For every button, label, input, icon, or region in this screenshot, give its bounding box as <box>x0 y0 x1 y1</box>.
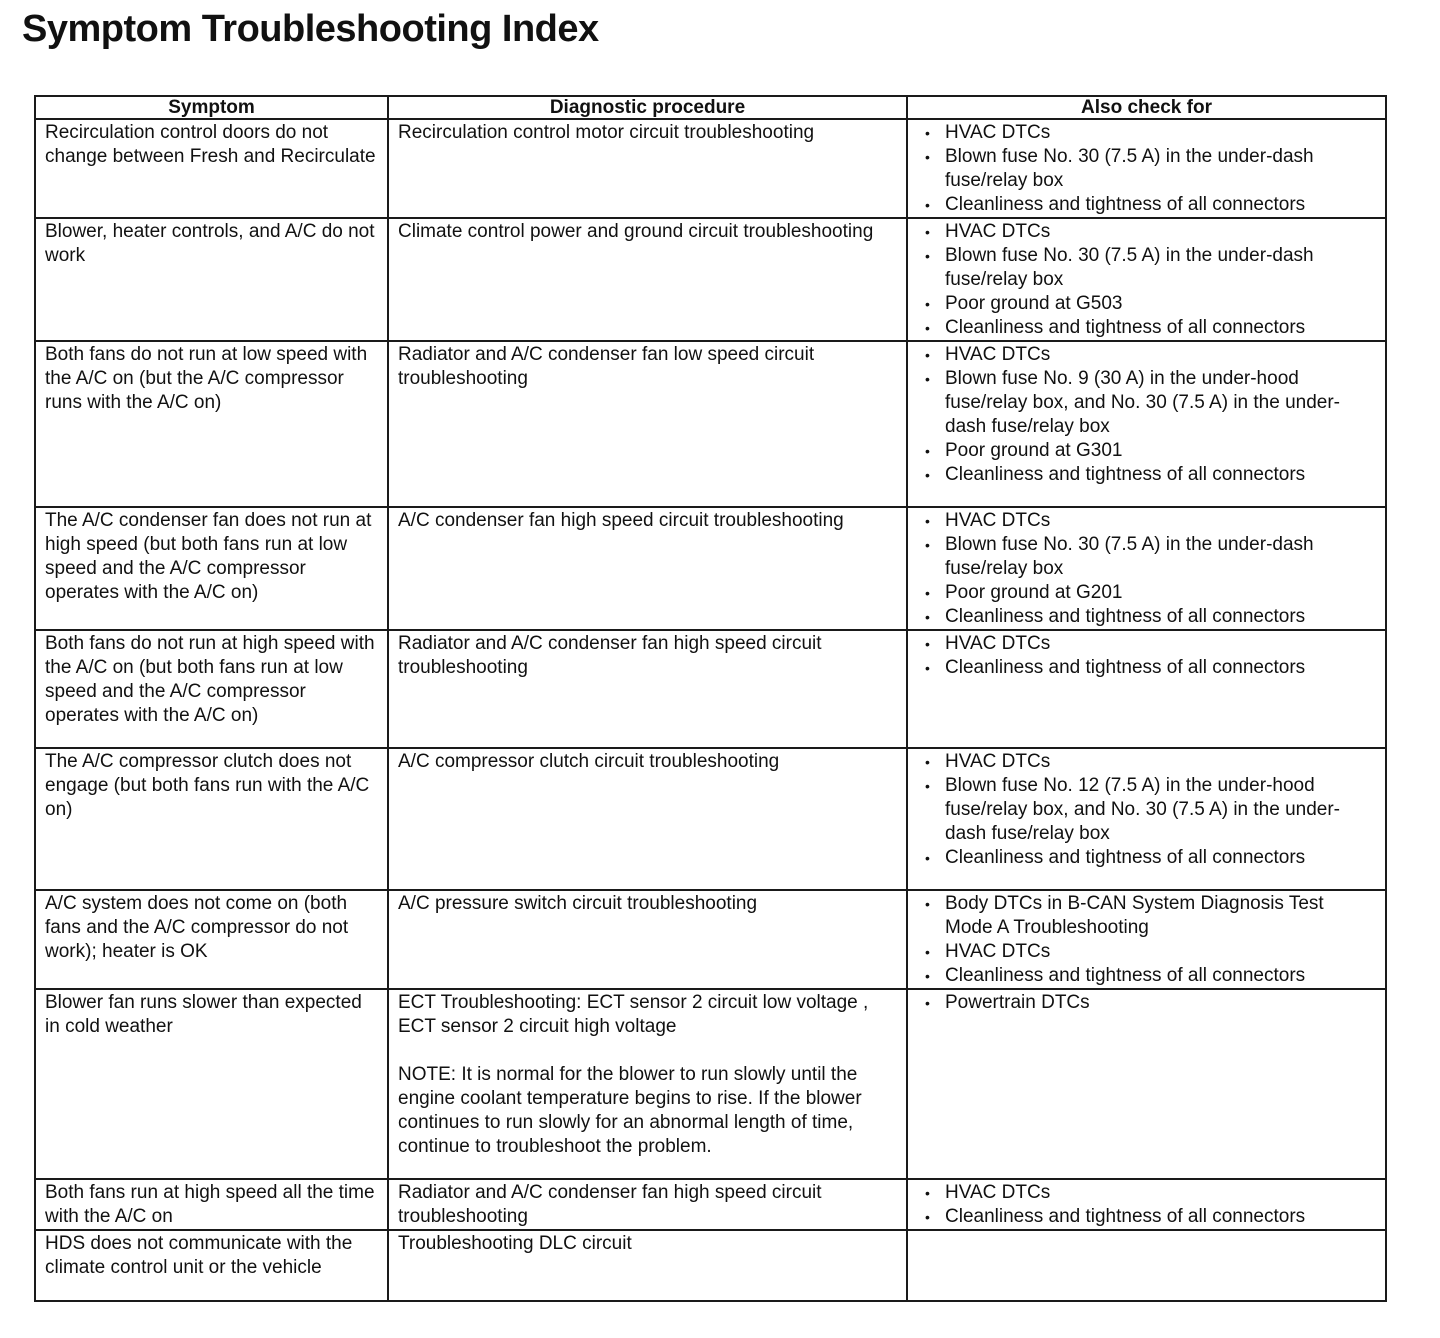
check-list <box>917 509 1376 629</box>
table-row <box>35 748 1386 890</box>
symptom-cell: A/C system does not come on (both fans and the A/C compressor do not work); heater is OK <box>35 890 388 989</box>
also-check-cell <box>907 341 1386 507</box>
also-check-cell <box>907 1179 1386 1230</box>
check-list-item: • Cleanliness and tightness of all connectors <box>937 193 1376 217</box>
check-list-item: • Cleanliness and tightness of all connectors <box>937 964 1376 988</box>
check-list-item: • HVAC DTCs <box>937 940 1376 964</box>
check-list <box>917 750 1376 870</box>
header-also-check-for: Also check for <box>907 96 1386 119</box>
table-row <box>35 989 1386 1179</box>
symptom-cell: The A/C condenser fan does not run at high speed (but both fans run at low speed and the A/C compressor operates with the A/C on) <box>35 507 388 630</box>
also-check-cell <box>907 630 1386 748</box>
symptom-cell: Both fans run at high speed all the time with the A/C on <box>35 1179 388 1230</box>
also-check-cell <box>907 119 1386 218</box>
also-check-cell <box>907 218 1386 341</box>
check-list-item: • HVAC DTCs <box>937 121 1376 145</box>
header-diagnostic-procedure: Diagnostic procedure <box>388 96 907 119</box>
symptom-cell: HDS does not communicate with the climate control unit or the vehicle <box>35 1230 388 1301</box>
procedure-text: A/C pressure switch circuit troubleshooting <box>398 893 758 914</box>
table-row <box>35 119 1386 218</box>
check-list-item: • Powertrain DTCs <box>937 991 1376 1015</box>
procedure-cell <box>388 341 907 507</box>
check-list-item: • Blown fuse No. 30 (7.5 A) in the under-dash fuse/relay box <box>937 145 1376 193</box>
check-list-item: • Blown fuse No. 12 (7.5 A) in the under-hood fuse/relay box, and No. 30 (7.5 A) in the under-dash fuse/relay box <box>937 774 1376 846</box>
symptom-cell: Blower fan runs slower than expected in cold weather <box>35 989 388 1179</box>
table-header-row <box>35 96 1386 119</box>
check-list-item: • Body DTCs in B-CAN System Diagnosis Test Mode A Troubleshooting <box>937 892 1376 940</box>
table-row <box>35 218 1386 341</box>
check-list-item: • HVAC DTCs <box>937 1181 1376 1205</box>
check-list <box>917 991 1376 1015</box>
procedure-text: Radiator and A/C condenser fan low speed circuit troubleshooting <box>398 344 815 389</box>
procedure-text: Climate control power and ground circuit troubleshooting <box>398 221 874 242</box>
also-check-cell <box>907 1230 1386 1301</box>
procedure-text: Troubleshooting DLC circuit <box>398 1233 632 1254</box>
procedure-cell <box>388 119 907 218</box>
procedure-cell <box>388 890 907 989</box>
check-list <box>917 343 1376 487</box>
check-list-item: • HVAC DTCs <box>937 509 1376 533</box>
check-list-item: • Cleanliness and tightness of all connectors <box>937 656 1376 680</box>
procedure-cell <box>388 218 907 341</box>
procedure-text: A/C compressor clutch circuit troubleshooting <box>398 751 780 772</box>
check-list-item: • Poor ground at G201 <box>937 581 1376 605</box>
check-list-item: • HVAC DTCs <box>937 343 1376 367</box>
check-list-item: • Cleanliness and tightness of all connectors <box>937 463 1376 487</box>
check-list-item: • Cleanliness and tightness of all connectors <box>937 316 1376 340</box>
procedure-cell <box>388 507 907 630</box>
page-title: Symptom Troubleshooting Index <box>22 8 599 50</box>
also-check-cell <box>907 748 1386 890</box>
symptom-cell: Both fans do not run at low speed with the A/C on (but the A/C compressor runs with the A/C on) <box>35 341 388 507</box>
table-row <box>35 507 1386 630</box>
check-list <box>917 220 1376 340</box>
check-list-item: • Cleanliness and tightness of all connectors <box>937 605 1376 629</box>
check-list-item: • Poor ground at G503 <box>937 292 1376 316</box>
check-list-item: • Cleanliness and tightness of all connectors <box>937 1205 1376 1229</box>
table-row <box>35 890 1386 989</box>
table-body <box>35 119 1386 1301</box>
procedure-text: Radiator and A/C condenser fan high speed circuit troubleshooting <box>398 1182 822 1227</box>
check-list <box>917 632 1376 680</box>
symptom-table <box>34 95 1387 1302</box>
symptom-cell: Both fans do not run at high speed with the A/C on (but both fans run at low speed and the A/C compressor operates with the A/C on) <box>35 630 388 748</box>
check-list-item: • Blown fuse No. 30 (7.5 A) in the under-dash fuse/relay box <box>937 533 1376 581</box>
procedure-text: Radiator and A/C condenser fan high speed circuit troubleshooting <box>398 633 822 678</box>
table-row <box>35 341 1386 507</box>
check-list-item: • HVAC DTCs <box>937 632 1376 656</box>
symptom-cell: Blower, heater controls, and A/C do not work <box>35 218 388 341</box>
procedure-cell <box>388 989 907 1179</box>
procedure-note: NOTE: It is normal for the blower to run slowly until the engine coolant temperature begins to rise. If the blower continues to run slowly for an abnormal length of time, continue to troubleshoot the problem. <box>398 1064 862 1157</box>
also-check-cell <box>907 507 1386 630</box>
symptom-cell: The A/C compressor clutch does not engage (but both fans run with the A/C on) <box>35 748 388 890</box>
table-row <box>35 1179 1386 1230</box>
procedure-text: ECT Troubleshooting: ECT sensor 2 circuit low voltage , ECT sensor 2 circuit high voltage <box>398 992 869 1037</box>
check-list-item: • Blown fuse No. 9 (30 A) in the under-hood fuse/relay box, and No. 30 (7.5 A) in the under-dash fuse/relay box <box>937 367 1376 439</box>
check-list-item: • Cleanliness and tightness of all connectors <box>937 846 1376 870</box>
check-list <box>917 1181 1376 1229</box>
symptom-cell: Recirculation control doors do not change between Fresh and Recirculate <box>35 119 388 218</box>
also-check-cell <box>907 890 1386 989</box>
procedure-cell <box>388 748 907 890</box>
check-list-item: • Poor ground at G301 <box>937 439 1376 463</box>
check-list <box>917 121 1376 217</box>
procedure-cell <box>388 630 907 748</box>
table-row <box>35 630 1386 748</box>
procedure-cell <box>388 1230 907 1301</box>
check-list <box>917 892 1376 988</box>
check-list-item: • HVAC DTCs <box>937 220 1376 244</box>
check-list-item: • HVAC DTCs <box>937 750 1376 774</box>
procedure-text: Recirculation control motor circuit troubleshooting <box>398 122 815 143</box>
check-list-item: • Blown fuse No. 30 (7.5 A) in the under-dash fuse/relay box <box>937 244 1376 292</box>
header-symptom: Symptom <box>35 96 388 119</box>
also-check-cell <box>907 989 1386 1179</box>
procedure-text: A/C condenser fan high speed circuit troubleshooting <box>398 510 844 531</box>
table-row <box>35 1230 1386 1301</box>
procedure-cell <box>388 1179 907 1230</box>
